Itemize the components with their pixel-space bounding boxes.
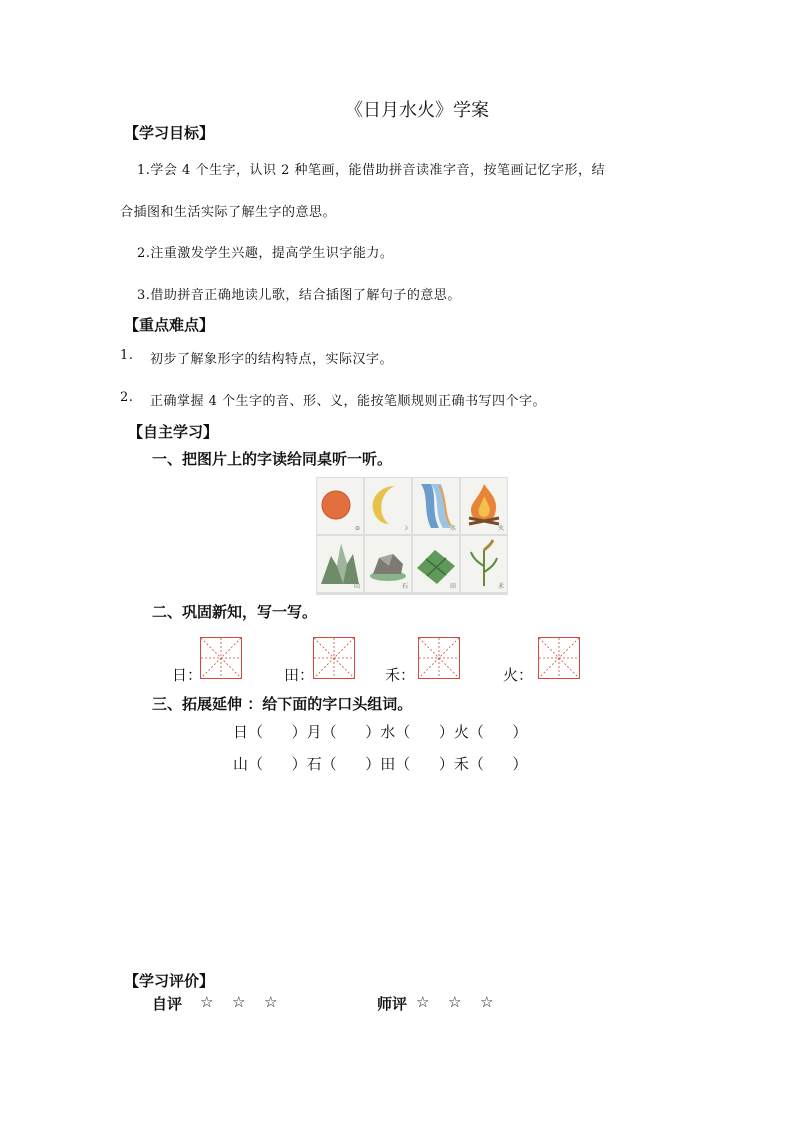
objective-2: 2.注重激发学生兴趣，提高学生识字能力。 bbox=[137, 246, 394, 261]
star-icon[interactable]: ☆ bbox=[232, 993, 246, 1011]
objective-1-line-2: 合插图和生活实际了解生字的意思。 bbox=[120, 205, 337, 220]
picture-fire bbox=[461, 478, 507, 534]
star-icon[interactable]: ☆ bbox=[416, 993, 430, 1011]
write-label-tian: 田： bbox=[284, 666, 315, 684]
write-label-ri: 日： bbox=[172, 666, 203, 684]
task-2-text: 二、巩固新知，写一写。 bbox=[152, 603, 318, 621]
task-3-text: 三、拓展延伸 ：给下面的字口头组词。 bbox=[152, 695, 413, 713]
page-title: 《日月水火》学案 bbox=[345, 100, 489, 121]
star-icon[interactable]: ☆ bbox=[480, 993, 494, 1011]
picture-grain bbox=[461, 536, 507, 592]
objective-1-line-1: 1.学会 4 个生字，认识 2 种笔画，能借助拼音读准字音，按笔画记忆字形，结 bbox=[137, 163, 605, 178]
word-row-1: 日（ ）月（ ）水（ ）火（ ） bbox=[233, 723, 528, 741]
picture-tag: ☽ bbox=[402, 525, 408, 532]
picture-field bbox=[413, 536, 459, 592]
star-icon[interactable]: ☆ bbox=[448, 993, 462, 1011]
write-label-he: 禾： bbox=[385, 666, 416, 684]
star-icon[interactable]: ☆ bbox=[264, 993, 278, 1011]
star-icon[interactable]: ☆ bbox=[200, 993, 214, 1011]
key-point-1-num: 1. bbox=[120, 348, 134, 363]
key-point-2-text: 正确掌握 4 个生字的音、形、义，能按笔顺规则正确书写四个字。 bbox=[150, 394, 547, 409]
picture-tag: 禾 bbox=[497, 583, 504, 590]
picture-mountain bbox=[317, 536, 363, 592]
writing-box[interactable] bbox=[538, 637, 580, 679]
writing-box[interactable] bbox=[313, 637, 355, 679]
picture-tag: ⊙ bbox=[354, 525, 360, 532]
write-label-huo: 火： bbox=[503, 666, 534, 684]
picture-tag: 石 bbox=[401, 583, 408, 590]
picture-tag: 火 bbox=[497, 525, 504, 532]
picture-stone bbox=[365, 536, 411, 592]
self-study-heading: 【自主学习】 bbox=[128, 423, 219, 441]
writing-box[interactable] bbox=[200, 637, 242, 679]
key-points-heading: 【重点难点】 bbox=[124, 316, 215, 334]
evaluation-heading: 【学习评价】 bbox=[124, 972, 215, 990]
key-point-2-num: 2. bbox=[120, 390, 134, 405]
picture-water bbox=[413, 478, 459, 534]
writing-box[interactable] bbox=[418, 637, 460, 679]
objectives-heading: 【学习目标】 bbox=[124, 124, 215, 142]
self-eval-label: 自评 bbox=[152, 995, 183, 1013]
teacher-eval-label: 师评 bbox=[377, 995, 408, 1013]
key-point-1-text: 初步了解象形字的结构特点，实际汉字。 bbox=[150, 352, 394, 367]
picture-tag: 山 bbox=[353, 583, 360, 590]
picture-tag: 水 bbox=[449, 525, 456, 532]
picture-grid bbox=[316, 477, 508, 595]
task-1-text: 一、把图片上的字读给同桌听一听。 bbox=[152, 450, 393, 468]
picture-sun bbox=[317, 478, 363, 534]
word-row-2: 山（ ）石（ ）田（ ）禾（ ） bbox=[233, 755, 528, 773]
objective-3: 3.借助拼音正确地读儿歌，结合插图了解句子的意思。 bbox=[137, 288, 461, 303]
picture-moon bbox=[365, 478, 411, 534]
picture-tag: 田 bbox=[449, 583, 456, 590]
